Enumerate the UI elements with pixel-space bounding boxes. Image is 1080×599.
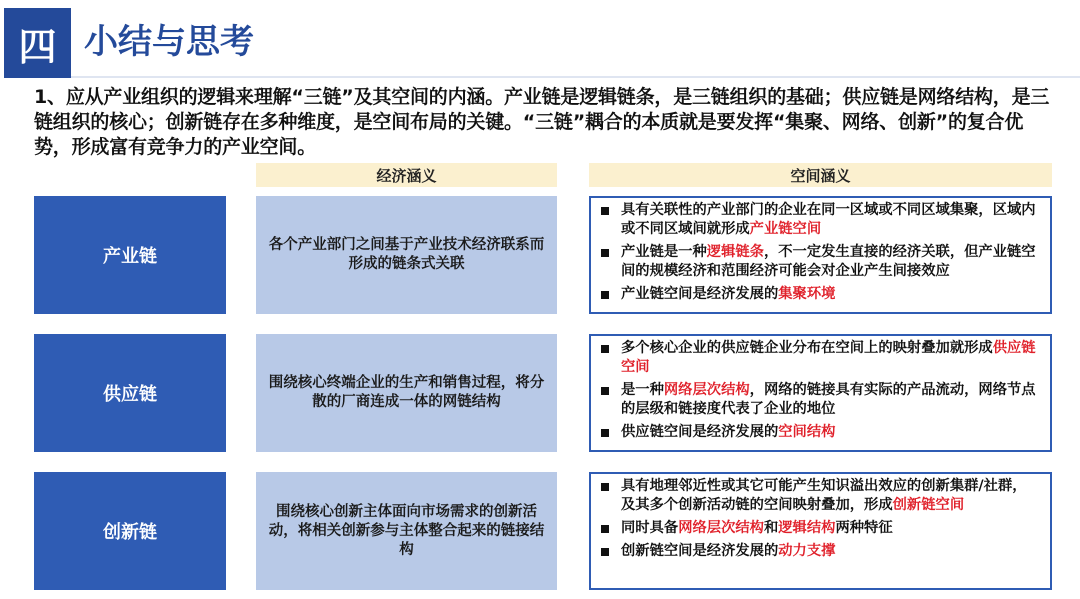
square-bullet-icon (601, 387, 609, 395)
spatial-meaning-industry-chain (589, 196, 1052, 314)
bullet-text (621, 285, 1040, 304)
spatial-bullet-item (599, 339, 1040, 377)
page-title: 小结与思考 (84, 22, 254, 62)
bullet-text-segment: 同时具备 (621, 520, 679, 536)
square-bullet-icon (601, 291, 609, 299)
bullet-text (621, 477, 1040, 515)
bullet-text-segment: 供应链空间是经济发展的 (621, 424, 779, 440)
highlight-text: 空间结构 (778, 424, 836, 440)
square-bullet-icon (601, 429, 609, 437)
highlight-text: 逻辑链条 (706, 244, 764, 260)
bullet-text-segment: ，不一定发生直接的经济关联，但产业链空间的规模经济和范围经济可能会对企业产生间接效应 (621, 244, 1036, 279)
bullet-text-segment: 具有关联性的产业部门的企业在同一区域或不同区域集聚，区域内或不同区域间就形成 (621, 202, 1036, 237)
bullet-text (621, 542, 1040, 561)
bullet-text (621, 423, 1040, 442)
bullet-text-segment: 创新链空间是经济发展的 (621, 543, 779, 559)
summary-paragraph: 1、应从产业组织的逻辑来理解“三链”及其空间的内涵。产业链是逻辑链条，是三链组织的基础；供应链是网络结构，是三链组织的核心；创新链存在多种维度，是空间布局的关键。“三链”耦合的本质就是要发挥“集聚、网络、创新”的复合优势，形成富有竞争力的产业空间。 (34, 86, 1050, 158)
spatial-meaning-supply-chain (589, 334, 1052, 452)
square-bullet-icon (601, 548, 609, 556)
economic-meaning-industry-chain: 各个产业部门之间基于产业技术经济联系而形成的链条式关联 (256, 196, 557, 314)
bullet-text-segment: 产业链空间是经济发展的 (621, 286, 779, 302)
square-bullet-icon (601, 345, 609, 353)
highlight-text: 产业链空间 (749, 221, 822, 237)
bullet-text-segment: 和 (763, 520, 779, 536)
spatial-bullet-item (599, 423, 1040, 442)
square-bullet-icon (601, 207, 609, 215)
bullet-text-segment: ，网络的链接具有实际的产品流动，网络节点的层级和链接度代表了企业的地位 (621, 382, 1036, 417)
square-bullet-icon (601, 483, 609, 491)
row-label-supply-chain: 供应链 (34, 334, 226, 452)
bullet-text-segment: 是一种 (621, 382, 664, 398)
highlight-text: 网络层次结构 (663, 382, 750, 398)
bullet-text (621, 519, 1040, 538)
bullet-text (621, 339, 1040, 377)
highlight-text: 创新链空间 (892, 497, 965, 513)
bullet-text (621, 243, 1040, 281)
highlight-text: 集聚环境 (778, 286, 836, 302)
spatial-meaning-innovation-chain (589, 472, 1052, 590)
section-number-badge: 四 (4, 8, 71, 78)
spatial-bullet-item (599, 285, 1040, 304)
highlight-text: 动力支撑 (778, 543, 836, 559)
spatial-bullet-item (599, 243, 1040, 281)
spatial-bullet-item (599, 201, 1040, 239)
bullet-text (621, 201, 1040, 239)
bullet-text (621, 381, 1040, 419)
spatial-bullet-item (599, 542, 1040, 561)
economic-meaning-header: 经济涵义 (256, 163, 557, 187)
spatial-bullet-item (599, 477, 1040, 515)
bullet-text-segment: 产业链是一种 (621, 244, 707, 260)
spatial-meaning-header: 空间涵义 (589, 163, 1052, 187)
highlight-text: 网络层次结构 (678, 520, 764, 536)
spatial-bullet-item (599, 519, 1040, 538)
bullet-text-segment: 多个核心企业的供应链企业分布在空间上的映射叠加就形成 (621, 340, 993, 356)
spatial-bullet-item (599, 381, 1040, 419)
square-bullet-icon (601, 525, 609, 533)
row-label-innovation-chain: 创新链 (34, 472, 226, 590)
bullet-text-segment: 具有地理邻近性或其它可能产生知识溢出效应的创新集群/社群，及其多个创新活动链的空间映射叠加，形成 (621, 478, 1027, 513)
header-divider (71, 76, 1080, 78)
economic-meaning-supply-chain: 围绕核心终端企业的生产和销售过程，将分散的厂商连成一体的网链结构 (256, 334, 557, 452)
highlight-text: 逻辑结构 (778, 520, 836, 536)
bullet-text-segment: 两种特征 (835, 520, 893, 536)
row-label-industry-chain: 产业链 (34, 196, 226, 314)
economic-meaning-innovation-chain: 围绕核心创新主体面向市场需求的创新活动，将相关创新参与主体整合起来的链接结构 (256, 472, 557, 590)
highlight-text: 供应链空间 (621, 340, 1036, 375)
square-bullet-icon (601, 249, 609, 257)
